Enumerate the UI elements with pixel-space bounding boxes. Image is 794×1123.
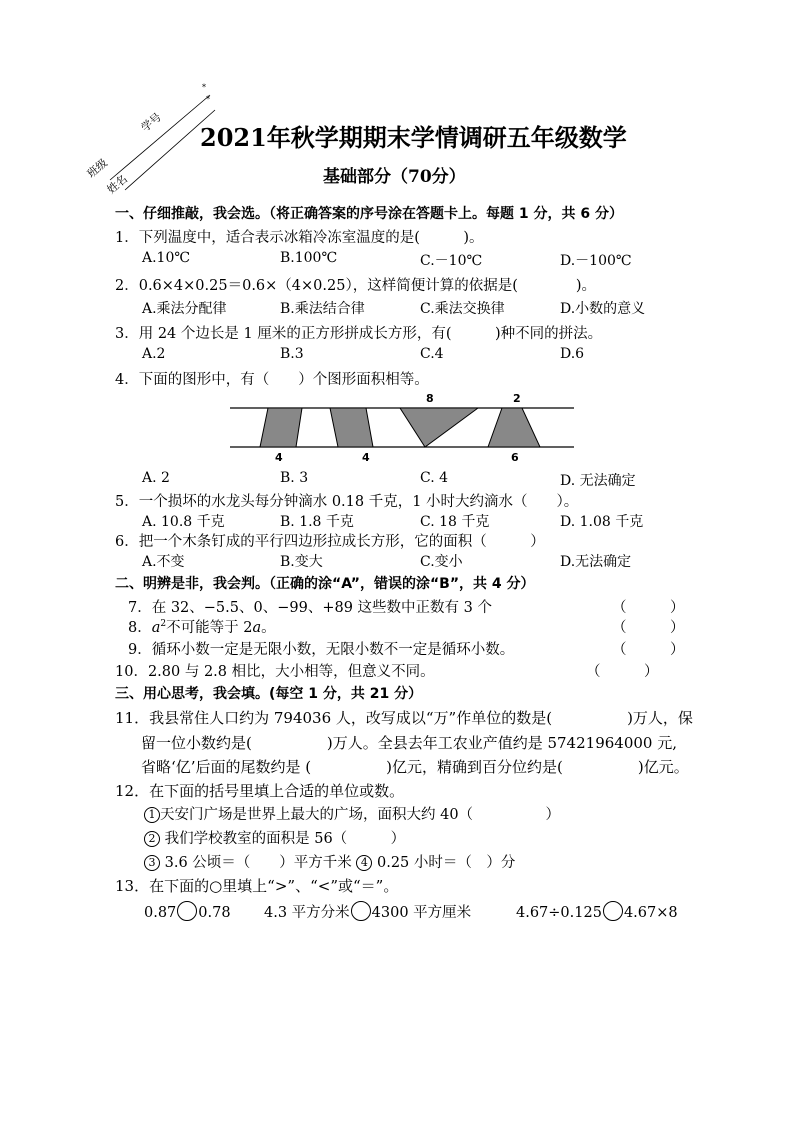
q8-answer-paren: （ ） xyxy=(612,620,685,636)
q13-stem: 13．在下面的○里填上“>”、“<”或“＝”。 xyxy=(115,877,399,895)
parallelogram-shape-2 xyxy=(330,408,373,447)
q12-item-2: 2 我们学校教室的面积是 56（ ） xyxy=(144,827,405,848)
q6-option-b: B.变大 xyxy=(280,554,323,570)
triangle-shape xyxy=(400,408,478,447)
q1-stem: 1．下列温度中，适合表示冰箱冷冻室温度的是( )。 xyxy=(115,230,484,246)
q12-item-1: 1 天安门广场是世界上最大的广场，面积大约 40（ ） xyxy=(144,803,560,824)
q1-option-c: C.－10℃ xyxy=(420,253,483,269)
figure-label-bottom-3: 6 xyxy=(511,451,519,464)
binding-lines xyxy=(80,80,220,200)
section3-heading: 三、用心思考，我会填。(每空 1 分，共 21 分） xyxy=(115,686,423,702)
q4-option-b: B. 3 xyxy=(280,470,309,486)
q5-option-a: A. 10.8 千克 xyxy=(142,514,225,530)
q8-text: 8．$a^2$不可能等于 2a。 xyxy=(128,619,276,636)
q2-option-b: B.乘法结合律 xyxy=(280,301,365,317)
q5-option-d: D. 1.08 千克 xyxy=(560,514,644,530)
q2-option-a: A.乘法分配律 xyxy=(142,301,227,317)
compare-circle[interactable] xyxy=(351,901,371,921)
q3-stem: 3．用 24 个边长是 1 厘米的正方形拼成长方形，有( )种不同的拼法。 xyxy=(115,326,603,342)
figure-label-bottom-2: 4 xyxy=(362,451,370,464)
figure-label-top-left: 8 xyxy=(426,392,434,405)
section2-heading: 二、明辨是非，我会判。（正确的涂“A”，错误的涂“B”，共 4 分） xyxy=(115,576,535,592)
q3-option-a: A.2 xyxy=(142,346,166,362)
q6-option-d: D.无法确定 xyxy=(560,554,632,570)
section1-heading: 一、仔细推敲，我会选。（将正确答案的序号涂在答题卡上。每题 1 分，共 6 分） xyxy=(115,206,623,222)
q5-option-c: C. 18 千克 xyxy=(420,514,490,530)
class-label: 班级 xyxy=(84,156,110,181)
q12-item-3: 3 3.6 公顷＝（ ）平方千米 4 0.25 小时＝（ ）分 xyxy=(144,851,515,872)
q13-item-1: 0.87 0.78 xyxy=(144,901,231,921)
q2-option-d: D.小数的意义 xyxy=(560,301,646,317)
q2-option-c: C.乘法交换律 xyxy=(420,301,505,317)
q1-option-a: A.10℃ xyxy=(142,250,191,266)
q1-option-d: D.－100℃ xyxy=(560,253,632,269)
q6-stem: 6．把一个木条钉成的平行四边形拉成长方形，它的面积（ ） xyxy=(115,534,545,550)
compare-circle[interactable] xyxy=(603,901,623,921)
q4-figure xyxy=(230,390,580,465)
q4-option-d: D. 无法确定 xyxy=(560,473,636,489)
svg-text:*: * xyxy=(206,95,210,104)
number-label: 学号 xyxy=(138,110,164,135)
svg-text:*: * xyxy=(202,83,206,92)
q10-text: 10．2.80 与 2.8 相比，大小相等，但意义不同。 xyxy=(115,664,435,680)
q11-line2: 留一位小数约是( )万人。全县去年工农业产值约是 57421964000 元, xyxy=(141,734,677,752)
circled-number-2: 2 xyxy=(144,831,160,847)
q7-answer-paren: （ ） xyxy=(612,600,685,616)
q11-line3: 省略‘亿’后面的尾数约是 ( )亿元，精确到百分位约是( )亿元。 xyxy=(141,758,689,776)
q5-stem: 5．一个损坏的水龙头每分钟滴水 0.18 千克，1 小时大约滴水（ ）。 xyxy=(115,494,579,510)
q5-option-b: B. 1.8 千克 xyxy=(280,514,354,530)
name-label: 姓名 xyxy=(104,172,130,197)
q9-answer-paren: （ ） xyxy=(612,642,685,658)
q1-option-b: B.100℃ xyxy=(280,250,338,266)
q13-item-3: 4.67÷0.125 4.67×8 xyxy=(516,901,678,921)
q4-stem: 4．下面的图形中，有（ ）个图形面积相等。 xyxy=(115,372,429,388)
figure-label-top-right: 2 xyxy=(513,392,521,405)
q3-option-d: D.6 xyxy=(560,346,585,362)
q6-option-a: A.不变 xyxy=(142,554,185,570)
q2-stem: 2．0.6×4×0.25＝0.6×（4×0.25），这样简便计算的依据是( )。 xyxy=(115,278,597,294)
trapezoid-shape xyxy=(488,408,540,447)
q10-answer-paren: （ ） xyxy=(586,664,659,680)
q9-text: 9．循环小数一定是无限小数，无限小数不一定是循环小数。 xyxy=(128,642,515,658)
figure-label-bottom-1: 4 xyxy=(275,451,283,464)
q4-option-c: C. 4 xyxy=(420,470,449,486)
circled-number-1: 1 xyxy=(144,807,160,823)
q3-option-c: C.4 xyxy=(420,346,444,362)
circled-number-3: 3 xyxy=(144,855,160,871)
q6-option-c: C.变小 xyxy=(420,554,463,570)
q4-option-a: A. 2 xyxy=(142,470,170,486)
q12-stem: 12．在下面的括号里填上合适的单位或数。 xyxy=(115,782,405,800)
q13-item-2: 4.3 平方分米 4300 平方厘米 xyxy=(264,901,471,922)
q11-line1: 11．我县常住人口约为 794036 人，改写成以“万”作单位的数是( )万人，保 xyxy=(115,709,693,727)
compare-circle[interactable] xyxy=(177,901,197,921)
q3-option-b: B.3 xyxy=(280,346,304,362)
q7-text: 7．在 32、−5.5、0、−99、+89 这些数中正数有 3 个 xyxy=(128,600,492,616)
parallelogram-shape xyxy=(260,408,302,447)
page-title: 2021年秋学期期末学情调研五年级数学 xyxy=(200,123,627,152)
page-subtitle: 基础部分（70分） xyxy=(323,167,466,187)
circled-number-4: 4 xyxy=(356,855,372,871)
